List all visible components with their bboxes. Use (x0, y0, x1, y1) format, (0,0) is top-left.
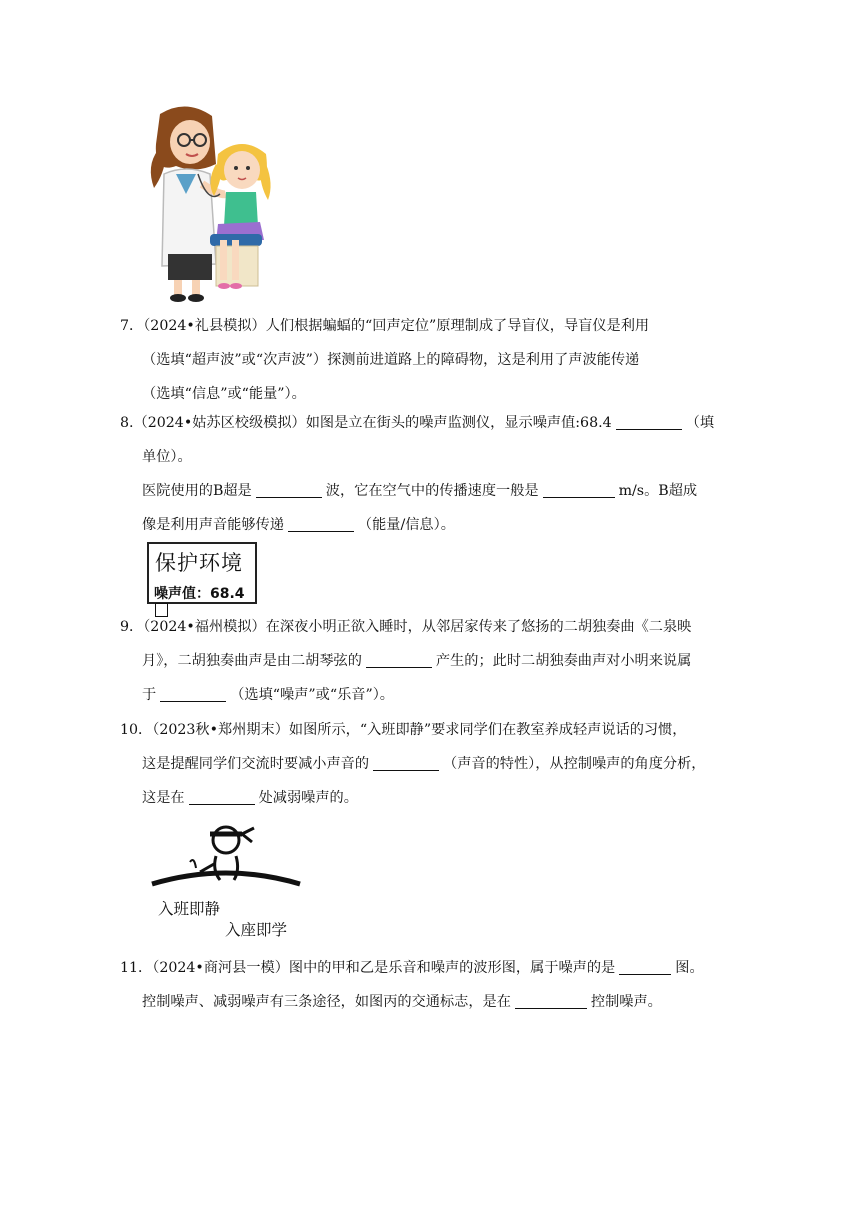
answer-blank[interactable] (619, 956, 671, 975)
question-text-line: 9．（2024•福州模拟）在深夜小明正欲入睡时，从邻居家传来了悠扬的二胡独奏曲《二泉映 (120, 619, 692, 635)
answer-blank[interactable] (543, 479, 615, 498)
answer-blank[interactable] (256, 479, 322, 498)
answer-blank[interactable] (189, 786, 255, 805)
answer-blank[interactable] (160, 683, 226, 702)
question-text-line: 像是利用声音能够传递 （能量/信息）。 (120, 508, 740, 542)
question-text-line: 10．（2023秋•郑州期末）如图所示，“入班即静”要求同学们在教室养成轻声说话的习惯， (120, 722, 687, 738)
answer-blank[interactable] (288, 513, 354, 532)
quiet-classroom-sign (150, 822, 304, 894)
quiet-sign-line1: 入班即静 (158, 900, 221, 918)
question-text-line: 这是提醒同学们交流时要减小声音的 （声音的特性），从控制噪声的角度分析， (120, 747, 740, 781)
question-text-line: 11．（2024•商河县一模）图中的甲和乙是乐音和噪声的波形图，属于噪声的是 图。 (120, 951, 740, 985)
monitor-reading: 噪声值：68.4 (154, 583, 255, 619)
answer-blank[interactable] (373, 752, 439, 771)
question-text-line: 于 （选填“噪声”或“乐音”）。 (120, 678, 740, 712)
answer-blank[interactable] (366, 649, 432, 668)
question-text-line: 这是在 处减弱噪声的。 (120, 781, 740, 815)
question-text-line: 医院使用的B超是 波，它在空气中的传播速度一般是 m/s。B超成 (120, 474, 740, 508)
question-8 (120, 406, 740, 542)
question-9 (120, 610, 740, 712)
question-text-line: 月》，二胡独奏曲声是由二胡琴弦的 产生的；此时二胡独奏曲声对小明来说属 (120, 644, 740, 678)
question-text-line: （选填“超声波”或“次声波”）探测前进道路上的障碍物，这是利用了声波能传递 (142, 352, 640, 368)
answer-blank[interactable] (616, 411, 682, 430)
question-text-line: 7．（2024•礼县模拟）人们根据蝙蝠的“回声定位”原理制成了导盲仪，导盲仪是利用 (120, 318, 650, 334)
answer-blank[interactable] (515, 990, 587, 1009)
quiet-sign-line2: 入座即学 (225, 921, 288, 939)
question-text-line: 单位）。 (142, 449, 192, 465)
doctor-girl-illustration (146, 104, 274, 304)
question-text-line: 控制噪声、减弱噪声有三条途径，如图丙的交通标志，是在 控制噪声。 (120, 985, 740, 1019)
question-text-line: 8.（2024•姑苏区校级模拟）如图是立在街头的噪声监测仪，显示噪声值:68.4 （填 (120, 406, 740, 440)
noise-monitor-sign (147, 542, 257, 604)
question-11 (120, 951, 740, 1019)
question-7 (120, 309, 740, 411)
question-text-line: （选填“信息”或“能量”）。 (142, 386, 306, 402)
question-10 (120, 713, 740, 815)
monitor-title: 保护环境 (155, 551, 243, 575)
